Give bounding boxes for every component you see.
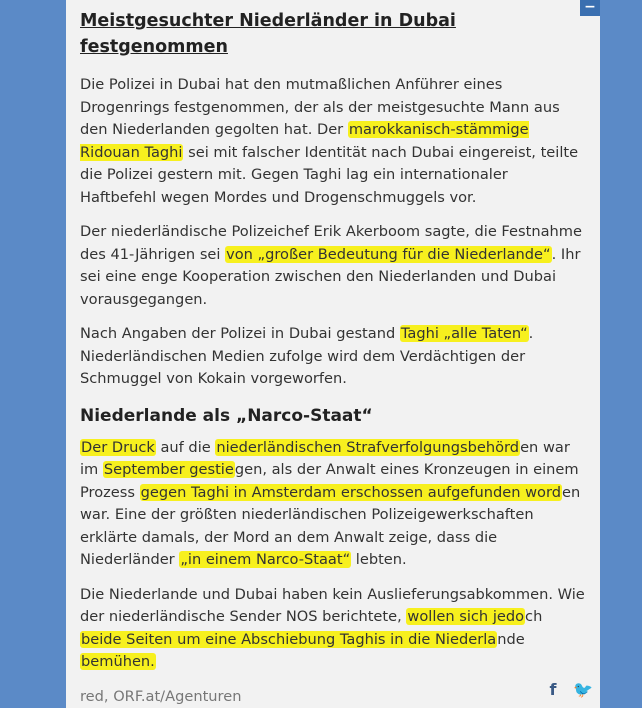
article-credit: red, ORF.at/Agenturen: [80, 687, 242, 705]
highlight: von „großer Bedeutung für die Niederlande“: [226, 245, 551, 263]
collapse-button[interactable]: −: [580, 0, 600, 16]
article-title: Meistgesuchter Niederländer in Dubai festgenommen: [80, 11, 456, 57]
highlight: Taghi „alle Taten“: [400, 325, 528, 342]
text: auf die: [155, 438, 216, 456]
section-subtitle: Niederlande als „Narco-Staat“: [80, 405, 373, 426]
facebook-icon[interactable]: f: [549, 679, 557, 699]
paragraph-2: [80, 221, 586, 311]
text: lebten.: [351, 551, 407, 568]
text: . Niederländischen Medien zufolge wird dem Verdächtigen der Schmuggel von Kokain vorgeworfen.: [80, 325, 534, 387]
text: Die Polizei in Dubai hat den mutmaßlichen Anführer eines Drogenrings festgenommen, der als der meistgesuchte Mann aus den Niederlanden gegolten hat. Der: [80, 76, 560, 138]
paragraph-1: [80, 74, 586, 209]
text: sei mit falscher Identität nach Dubai eingereist, teilte die Polizei gestern mit. Gegen Taghi lag ein internationaler Haftbefehl wegen Mordes und Drogenschmuggels vor.: [80, 143, 579, 206]
text: . Ihr sei eine enge Kooperation zwischen den Niederlanden und Dubai vorausgegangen.: [80, 245, 581, 308]
highlight: wollen sich jedo: [407, 608, 525, 625]
text: en war. Eine der größten niederländischen Polizeigewerkschaften erklärte damals, der Mord an dem Anwalt zeige, dass die Niederländer: [80, 483, 581, 568]
paragraph-3: [80, 323, 586, 391]
paragraph-4: [80, 437, 586, 572]
paragraph-5: [80, 584, 586, 674]
text: gen, als der Anwalt eines Kronzeugen in einem Prozess: [80, 461, 579, 501]
text: ch: [525, 608, 543, 625]
highlight: „in einem Narco-Staat“: [180, 551, 351, 568]
text: nde: [497, 630, 525, 648]
highlight: gegen Taghi in Amsterdam erschossen aufgefunden word: [140, 483, 561, 501]
highlight: beide Seiten um eine Abschiebung Taghis in die Niederla: [81, 630, 497, 648]
article-card: [66, 0, 600, 708]
highlight: bemühen.: [81, 653, 155, 670]
twitter-icon[interactable]: 🐦: [573, 679, 593, 699]
highlight: niederländischen Strafverfolgungsbehörd: [216, 438, 520, 456]
text: Der niederländische Polizeichef Erik Akerboom sagte, die Festnahme des 41-Jährigen sei: [80, 223, 582, 263]
share-buttons: [542, 678, 594, 700]
text: Nach Angaben der Polizei in Dubai gestand: [80, 325, 400, 342]
text: Die Niederlande und Dubai haben kein Auslieferungsabkommen. Wie der niederländische Sender NOS berichtete,: [80, 585, 585, 625]
highlight: Der Druck: [81, 438, 155, 456]
highlight: marokkanisch-stämmige Ridouan Taghi: [80, 121, 529, 161]
text: en war im: [80, 438, 570, 478]
highlight: September gestie: [103, 461, 234, 478]
